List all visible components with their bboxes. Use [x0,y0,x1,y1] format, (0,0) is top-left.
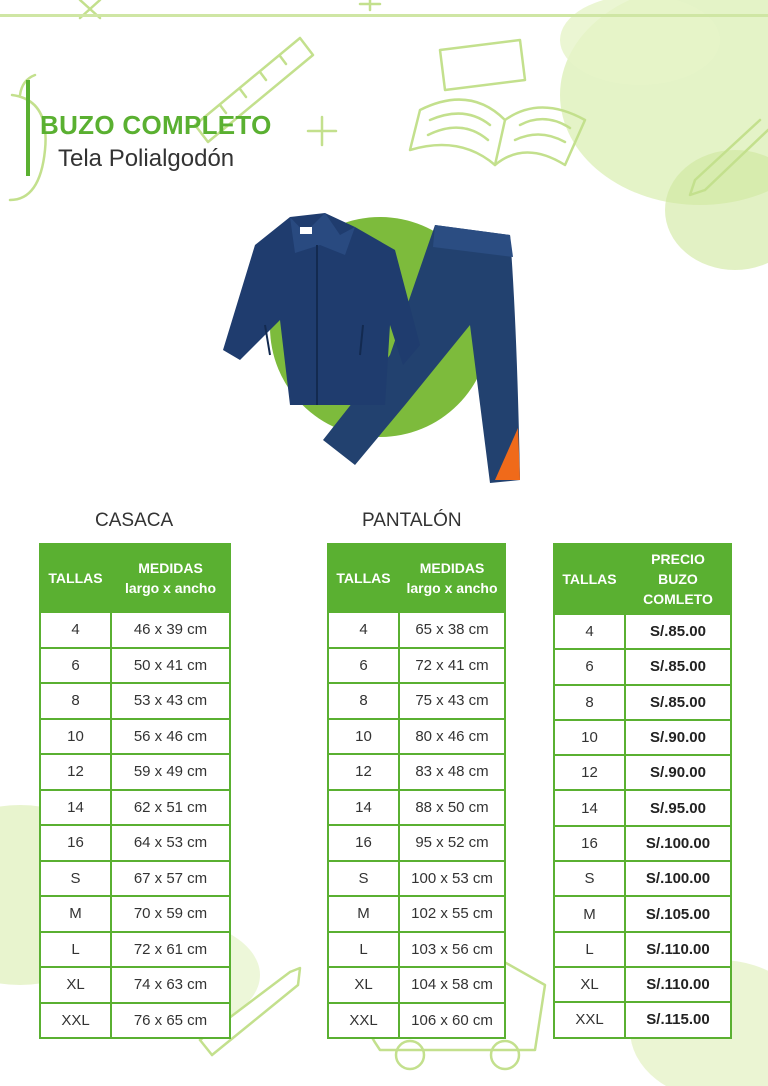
price-cell: S/.85.00 [625,685,731,720]
talla-cell: XL [554,967,625,1002]
talla-cell: XXL [40,1003,111,1039]
pantalon-size-table [327,543,506,1039]
table-header-row [328,544,505,612]
tracksuit-image [195,205,545,495]
medida-cell: 62 x 51 cm [111,790,230,826]
table-row [328,648,505,684]
casaca-label: CASACA [95,510,174,531]
talla-cell: 12 [554,755,625,790]
table-row [554,896,731,931]
medida-cell: 74 x 63 cm [111,967,230,1003]
precio-header-line2: BUZO [658,571,698,587]
price-cell: S/.110.00 [625,932,731,967]
plus-doodle [308,117,336,145]
medida-cell: 65 x 38 cm [399,612,505,648]
open-book-doodle [410,40,585,165]
talla-cell: 8 [328,683,399,719]
talla-cell: 14 [328,790,399,826]
tallas-header: TALLAS [554,544,625,614]
price-cell: S/.100.00 [625,861,731,896]
precio-header-line1: PRECIO [651,551,705,567]
talla-cell: XXL [328,1003,399,1039]
talla-cell: 6 [328,648,399,684]
talla-cell: 14 [40,790,111,826]
medidas-header-sub: largo x ancho [406,580,498,596]
table-row [328,861,505,897]
medida-cell: 95 x 52 cm [399,825,505,861]
table-row [40,861,230,897]
table-row [40,719,230,755]
table-row [554,685,731,720]
medida-cell: 104 x 58 cm [399,967,505,1003]
table-row [554,790,731,825]
pantalon-label: PANTALÓN [362,510,462,531]
casaca-size-table [39,543,231,1039]
table-row [40,790,230,826]
talla-cell: 6 [40,648,111,684]
talla-cell: L [40,932,111,968]
title-accent-bar [26,80,30,176]
talla-cell: 16 [328,825,399,861]
table-row [40,932,230,968]
page-title: BUZO COMPLETO [40,110,272,140]
talla-cell: S [328,861,399,897]
table-row [554,967,731,1002]
medida-cell: 100 x 53 cm [399,861,505,897]
medida-cell: 64 x 53 cm [111,825,230,861]
table-row [554,720,731,755]
table-row [554,861,731,896]
table-row [328,719,505,755]
talla-cell: 4 [40,612,111,648]
medida-cell: 67 x 57 cm [111,861,230,897]
table-row [40,648,230,684]
medida-cell: 75 x 43 cm [399,683,505,719]
medida-cell: 50 x 41 cm [111,648,230,684]
talla-cell: M [40,896,111,932]
medida-cell: 56 x 46 cm [111,719,230,755]
talla-cell: 10 [328,719,399,755]
table-row [328,754,505,790]
table-row [554,755,731,790]
medida-cell: 103 x 56 cm [399,932,505,968]
table-header-row [554,544,731,614]
price-cell: S/.115.00 [625,1002,731,1037]
medida-cell: 72 x 41 cm [399,648,505,684]
table-row [328,932,505,968]
price-cell: S/.90.00 [625,720,731,755]
precio-header-line3: COMLETO [643,591,713,607]
medida-cell: 46 x 39 cm [111,612,230,648]
watercolor-splash-top-right [560,0,768,270]
table-row [554,932,731,967]
talla-cell: S [40,861,111,897]
talla-cell: XL [40,967,111,1003]
talla-cell: L [554,932,625,967]
table-row [554,1002,731,1037]
medidas-header-title: MEDIDAS [419,560,485,576]
talla-cell: L [328,932,399,968]
medida-cell: 88 x 50 cm [399,790,505,826]
table-row [328,683,505,719]
table-header-row [40,544,230,612]
table-row [40,967,230,1003]
talla-cell: XL [328,967,399,1003]
price-cell: S/.85.00 [625,614,731,649]
medida-cell: 83 x 48 cm [399,754,505,790]
talla-cell: 12 [40,754,111,790]
precio-header [625,544,731,614]
table-row [40,683,230,719]
medida-cell: 59 x 49 cm [111,754,230,790]
talla-cell: 12 [328,754,399,790]
talla-cell: 10 [554,720,625,755]
medida-cell: 80 x 46 cm [399,719,505,755]
talla-cell: 4 [328,612,399,648]
table-row [554,614,731,649]
table-row [40,825,230,861]
price-cell: S/.110.00 [625,967,731,1002]
price-cell: S/.90.00 [625,755,731,790]
table-row [40,896,230,932]
price-cell: S/.100.00 [625,826,731,861]
table-row [328,1003,505,1039]
table-row [40,612,230,648]
medida-cell: 72 x 61 cm [111,932,230,968]
medida-cell: 102 x 55 cm [399,896,505,932]
table-row [328,612,505,648]
talla-cell: 6 [554,649,625,684]
page-subtitle: Tela Polialgodón [58,145,235,172]
talla-cell: 16 [554,826,625,861]
talla-cell: 16 [40,825,111,861]
medidas-header [111,544,230,612]
medida-cell: 76 x 65 cm [111,1003,230,1039]
medidas-header-title: MEDIDAS [138,560,203,576]
price-cell: S/.105.00 [625,896,731,931]
talla-cell: 4 [554,614,625,649]
talla-cell: M [328,896,399,932]
medidas-header [399,544,505,612]
talla-cell: 10 [40,719,111,755]
talla-cell: 8 [554,685,625,720]
table-row [554,826,731,861]
tallas-header: TALLAS [40,544,111,612]
price-cell: S/.95.00 [625,790,731,825]
talla-cell: S [554,861,625,896]
price-table [553,543,732,1039]
table-row [328,790,505,826]
table-row [328,825,505,861]
talla-cell: XXL [554,1002,625,1037]
tallas-header: TALLAS [328,544,399,612]
table-row [328,896,505,932]
talla-cell: 14 [554,790,625,825]
price-cell: S/.85.00 [625,649,731,684]
medida-cell: 70 x 59 cm [111,896,230,932]
table-row [40,1003,230,1039]
medida-cell: 106 x 60 cm [399,1003,505,1039]
talla-cell: M [554,896,625,931]
table-row [328,967,505,1003]
table-row [554,649,731,684]
medida-cell: 53 x 43 cm [111,683,230,719]
medidas-header-sub: largo x ancho [124,580,217,596]
table-row [40,754,230,790]
talla-cell: 8 [40,683,111,719]
